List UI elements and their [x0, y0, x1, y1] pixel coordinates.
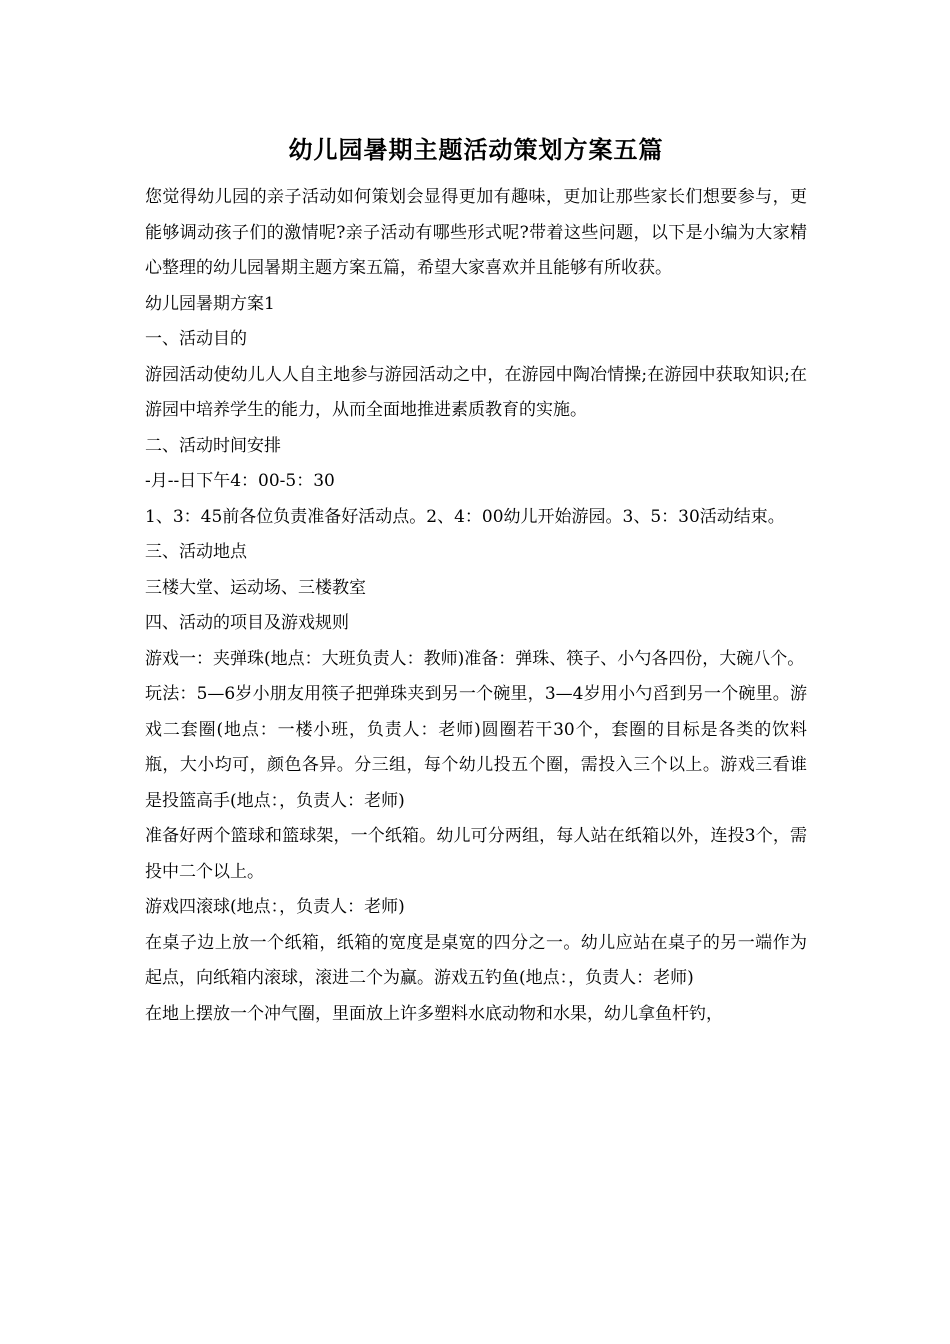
game-four-paragraph: 在桌子边上放一个纸箱，纸箱的宽度是桌宽的四分之一。幼儿应站在桌子的另一端作为起点，向纸箱内滚球，滚进二个为赢。游戏五钓鱼(地点：，负责人：老师) [145, 932, 807, 988]
intro-paragraph: 您觉得幼儿园的亲子活动如何策划会显得更加有趣味，更加让那些家长们想要参与，更能够调动孩子们的激情呢?亲子活动有哪些形式呢?带着这些问题，以下是小编为大家精心整理的幼儿园暑期主题方案五篇，希望大家喜欢并且能够有所收获。 [145, 187, 807, 278]
section-heading-purpose: 一、活动目的 [145, 329, 247, 349]
section-heading-games: 四、活动的项目及游戏规则 [145, 613, 349, 633]
document-page [145, 128, 807, 1032]
game-three-paragraph: 准备好两个篮球和篮球架，一个纸箱。幼儿可分两组，每人站在纸箱以外，连投3个，需投中二个以上。 [145, 826, 807, 882]
section-heading-schedule: 二、活动时间安排 [145, 435, 281, 456]
schedule-paragraph: 1、3：45前各位负责准备好活动点。2、4：00幼儿开始游园。3、5：30活动结束。 [145, 506, 785, 527]
document-title: 幼儿园暑期主题活动策划方案五篇 [288, 135, 664, 164]
document-body [145, 180, 807, 1032]
purpose-paragraph: 游园活动使幼儿人人自主地参与游园活动之中，在游园中陶冶情操;在游园中获取知识;在游园中培养学生的能力，从而全面地推进素质教育的实施。 [145, 364, 807, 420]
plan-heading: 幼儿园暑期方案1 [145, 293, 275, 314]
section-heading-location: 三、活动地点 [145, 542, 247, 562]
schedule-date: -月--日下午4：00-5：30 [145, 471, 335, 491]
game-five-paragraph: 在地上摆放一个冲气圈，里面放上许多塑料水底动物和水果，幼儿拿鱼杆钓， [145, 1003, 723, 1024]
game-rules-paragraph: 玩法：5—6岁小朋友用筷子把弹珠夹到另一个碗里，3—4岁用小勺舀到另一个碗里。游戏二套圈(地点：一楼小班，负责人：老师)圆圈若干30个，套圈的目标是各类的饮料瓶，大小均可，颜色各异。分三组，每个幼儿投五个圈，需投入三个以上。游戏三看谁是投篮高手(地点：，负责人：老师) [145, 684, 807, 811]
game-one-paragraph: 游戏一：夹弹珠(地点：大班负责人：教师)准备：弹珠、筷子、小勺各四份，大碗八个。 [145, 648, 805, 669]
game-four-heading: 游戏四滚球(地点：，负责人：老师) [145, 897, 405, 917]
location-paragraph: 三楼大堂、运动场、三楼教室 [145, 577, 366, 598]
